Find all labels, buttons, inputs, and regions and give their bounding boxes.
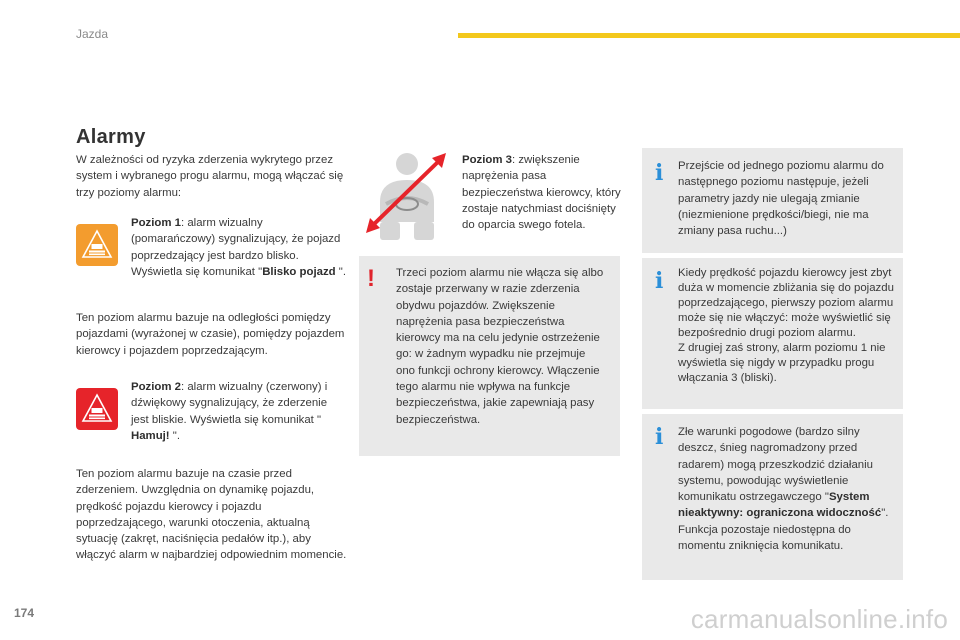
level-1-description: Poziom 1: alarm wizualny (pomarańczowy) sygnalizujący, że pojazd poprzedzający jest bardzo blisko. Wyświetla się komunikat "Blisko pojazd ". — [131, 217, 346, 278]
seatbelt-tensioning-illustration — [362, 150, 452, 242]
info-icon: i — [655, 160, 664, 186]
warning-box-text: Trzeci poziom alarmu nie włącza się albo zostaje przerwany w razie zderzenia obydwu pojazdów. Zwiększenie naprężenia pasa bezpieczeństwa kierowcy ma na celu jedynie ostrzeżenie go: w żadnym wypadku nie przejmuje ono funkcji ochrony kierowcy. Włączenie tego alarmu nie wpływa na funkcje bezpieczeństwa, jakie zapewniają pasy bezpieczeństwa. — [396, 267, 604, 426]
info-box-2-text: Kiedy prędkość pojazdu kierowcy jest zbyt duża w momencie zbliżania się do pojazdu poprzedzającego, pierwszy poziom alarmu może się nie włączyć: może wyświetlić się bezpośrednio drugi poziom alarmu. Z drugiej zaś strony, alarm poziomu 1 nie wyświetla się nigdy w przypadku progu włączania 3 (bliski). — [678, 267, 894, 384]
collision-warning-icon — [76, 224, 118, 266]
intro-paragraph: W zależności od ryzyka zderzenia wykrytego przez system i wybranego progu alarmu, mogą włączać się trzy poziomy alarmu: — [76, 154, 344, 199]
level-3-description: Poziom 3: zwiększenie naprężenia pasa bezpieczeństwa kierowcy, który zostaje natychmiast dociśnięty do oparcia swego fotela. — [462, 154, 621, 232]
collision-alert-icon — [76, 388, 118, 430]
page-title: Alarmy — [76, 126, 146, 148]
info-box-1-text: Przejście od jednego poziomu alarmu do następnego poziomu następuje, jeżeli parametry jazdy nie ulegają zmianie (niezmienione prędkości/biegi, nie ma zmiany pasa ruchu...) — [678, 160, 884, 238]
info-box-3-text: Złe warunki pogodowe (bardzo silny deszcz, śnieg nagromadzony przed radarem) mogą przeszkodzić działaniu systemu, powodując wyświetlenie komunikatu ostrzegawczego "System nieaktywny: ograniczona widoczność". Funkcja pozostaje niedostępna do momentu zniknięcia komunikatu. — [678, 426, 889, 553]
watermark: carmanualsonline.info — [690, 604, 948, 634]
section-name: Jazda — [76, 27, 109, 41]
page-number: 174 — [14, 606, 35, 620]
info-icon: i — [655, 268, 664, 294]
warning-exclamation-icon: ! — [367, 265, 375, 292]
info-icon: i — [655, 424, 664, 450]
level-1-explanation: Ten poziom alarmu bazuje na odległości pomiędzy pojazdami (wyrażonej w czasie), pomiędzy pojazdem kierowcy i pojazdem poprzedzającym. — [76, 312, 345, 357]
level-2-description: Poziom 2: alarm wizualny (czerwony) i dźwiękowy sygnalizujący, że zderzenie jest bliskie. Wyświetla się komunikat " Hamuj! ". — [131, 381, 328, 442]
header-accent-bar — [458, 33, 960, 38]
level-2-explanation: Ten poziom alarmu bazuje na czasie przed zderzeniem. Uwzględnia on dynamikę pojazdu, prędkość pojazdu kierowcy i pojazdu poprzedzającego, warunki otoczenia, aktualną sytuację (zakręt, naciśnięcia pedałów itp.), aby włączyć alarm w najbardziej odpowiednim momencie. — [76, 468, 347, 562]
